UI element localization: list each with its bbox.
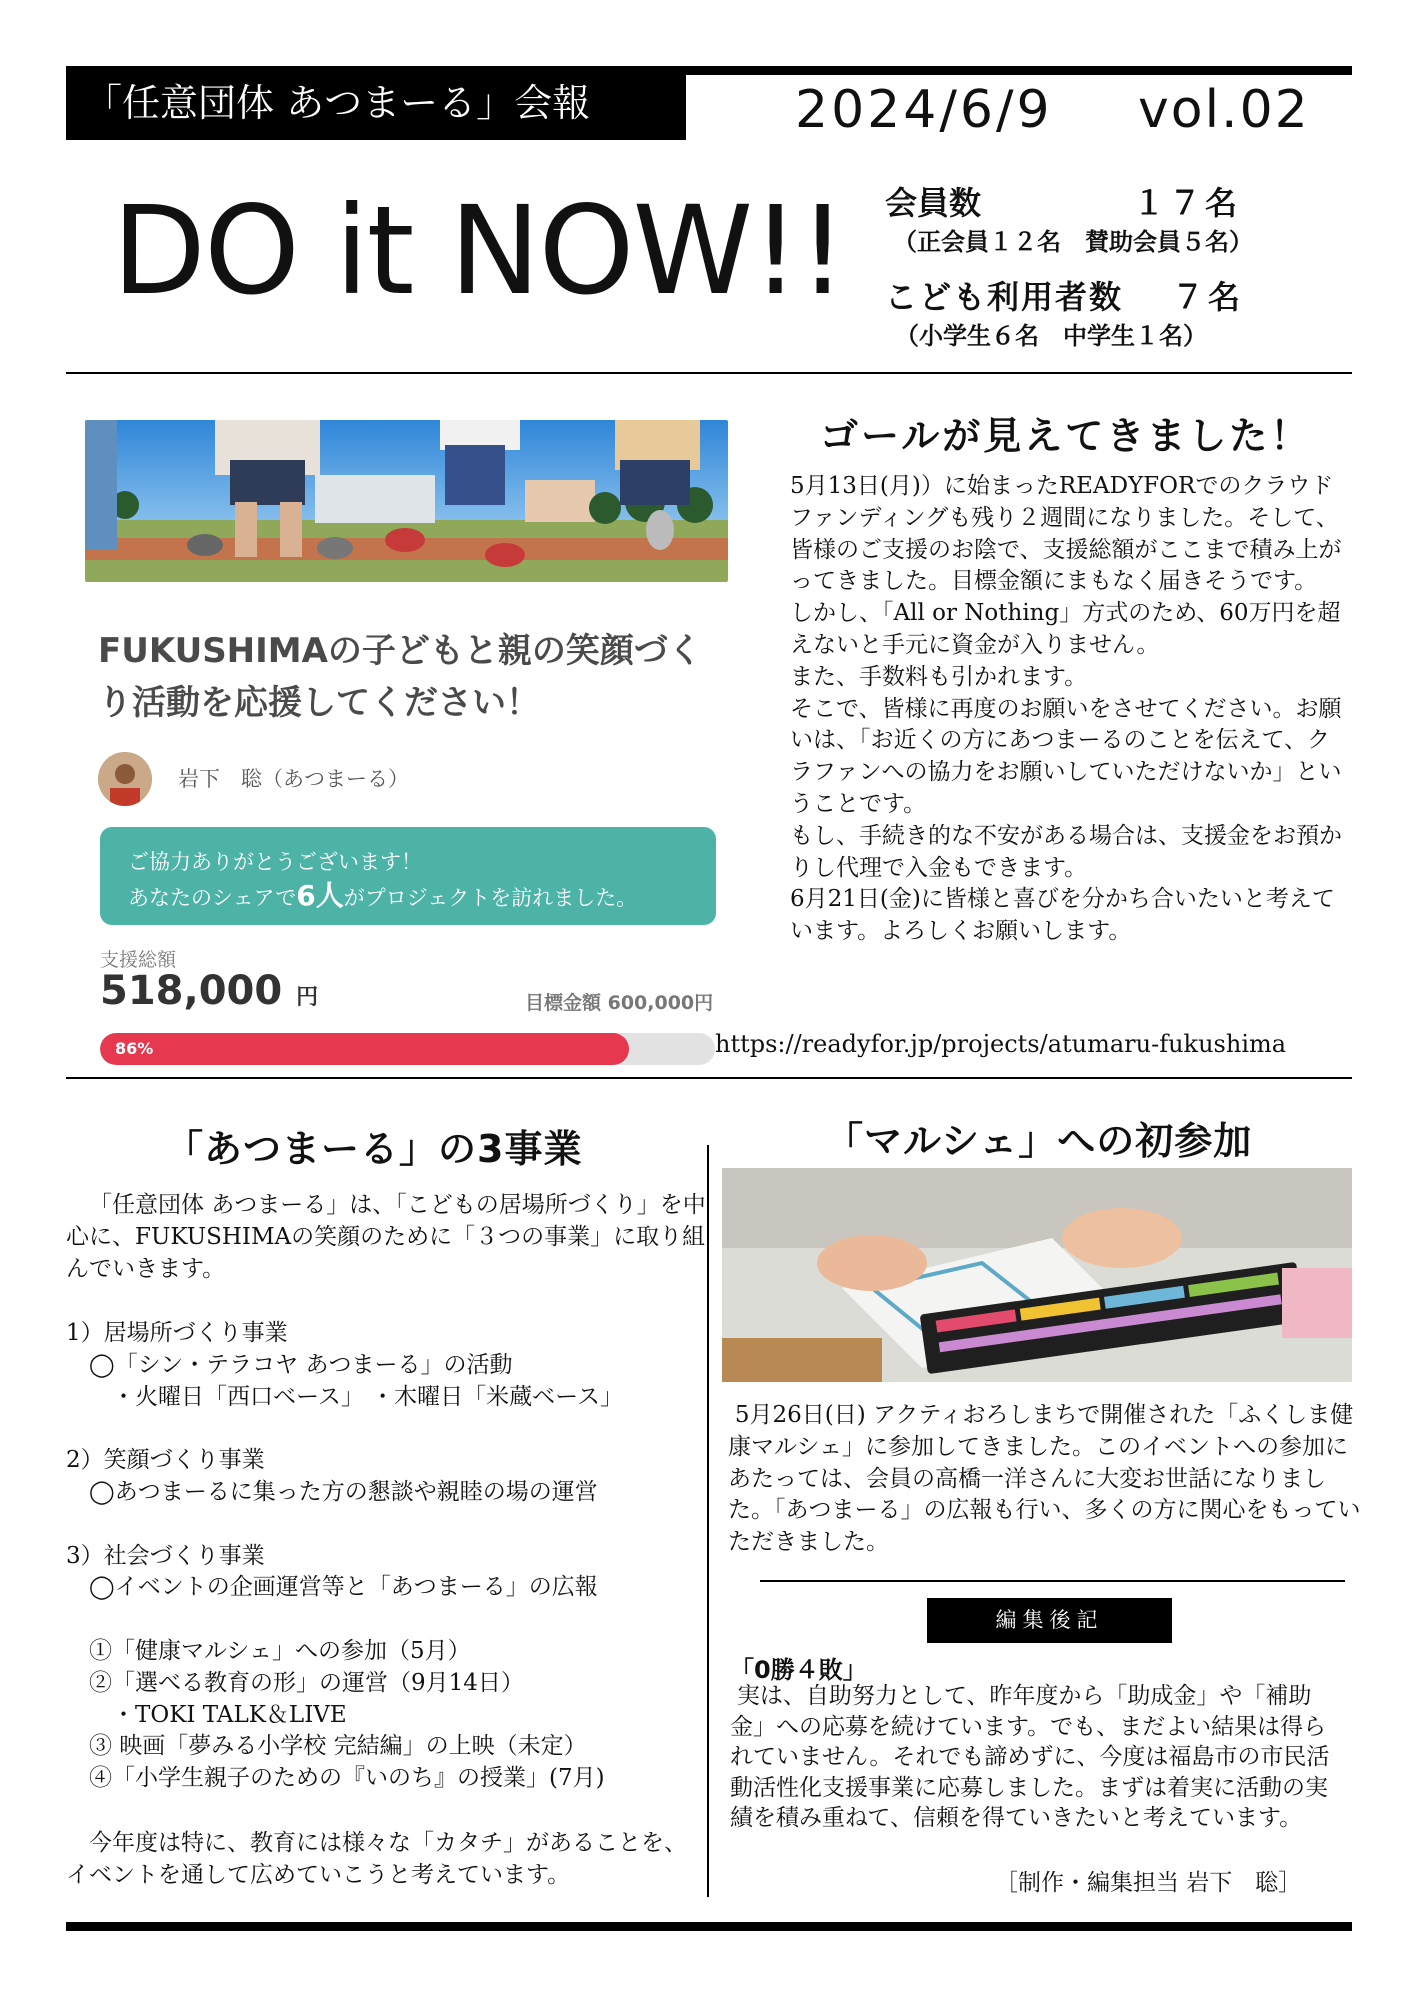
share-count: 6人 [296, 879, 344, 912]
editor-signature: ［制作・編集担当 岩下 聡］ [995, 1870, 1302, 1896]
column-divider [707, 1145, 709, 1897]
total-unit: 円 [296, 985, 319, 1010]
bottom-rule [66, 1922, 1352, 1931]
business-line [66, 1509, 706, 1541]
share-message: あなたのシェアで6人がプロジェクトを訪れました。 [128, 879, 638, 912]
issue-volume: vol.02 [1138, 80, 1310, 140]
business-line: 2）笑顔づくり事業 [66, 1447, 265, 1474]
business-line: ◯「シン・テラコヤ あつまーる」の活動 [66, 1351, 513, 1378]
children-label: こども利用者数 [885, 278, 1124, 316]
note-rule [760, 1580, 1345, 1582]
goal-article-body [790, 471, 1350, 948]
progress-bar [100, 1033, 715, 1065]
total-amount: 518,000 円 [100, 968, 319, 1014]
total-label: 支援総額 [100, 949, 177, 971]
masthead-title: DO it NOW!! [112, 180, 845, 322]
business-line [66, 1604, 706, 1636]
business-line: ◯イベントの企画運営等と「あつまーる」の広報 [66, 1574, 598, 1601]
marche-heading: 「マルシェ」への初参加 [825, 1119, 1253, 1163]
goal-paragraph: また、手数料も引かれます。 [790, 663, 1088, 690]
project-url-link[interactable]: https://readyfor.jp/projects/atumaru-fukushima [715, 1030, 1287, 1058]
goal-paragraph: 5月13日(月)）に始まったREADYFORでのクラウドファンディングも残り２週間になりました。そして、皆様のご支援のお陰で、支援総額がここまで積み上がってきました。目標金額にまもなく届きそうです。 [790, 473, 1342, 595]
progress-label: 86% [115, 1039, 154, 1058]
thanks-message: ご協力ありがとうございます！ [128, 850, 422, 874]
newsletter-banner: 「任意団体 あつまーる」会報 [66, 66, 686, 140]
middle-divider [66, 1077, 1352, 1079]
members-detail: （正会員１２名 賛助会員５名） [893, 228, 1253, 256]
business-line [66, 1413, 706, 1445]
business-line: ③ 映画「夢みる小学校 完結編」の上映（未定） [66, 1733, 587, 1760]
children-value: ７名 [1172, 278, 1245, 316]
business-line: 3）社会づくり事業 [66, 1542, 265, 1569]
marche-photo [722, 1168, 1352, 1382]
author-name: 岩下 聡（あつまーる） [178, 767, 409, 791]
editor-note-badge: 編集後記 [927, 1598, 1172, 1643]
goal-article-heading: ゴールが見えてきました！ [820, 414, 1312, 458]
members-label: 会員数 [885, 184, 982, 222]
business-line: ①「健康マルシェ」への参加（5月） [66, 1637, 471, 1664]
goal-paragraph: もし、手続き的な不安がある場合は、支援金をお預かりし代理で入金もできます。 [790, 822, 1342, 881]
editor-note-title: 「0勝４敗」 [730, 1656, 867, 1684]
editor-note-body: 実は、自助努力として、昨年度から「助成金」や「補助金」への応募を続けています。でも、まだよい結果は得られていません。それでも諦めずに、今度は福島市の市民活動活性化支援事業に応募しました。まずは着実に活動の実績を積み重ねて、信頼を得ていきたいと考えています。 [730, 1683, 1330, 1831]
goal-paragraph: そこで、皆様に再度のお願いをさせてください。お願いは、「お近くの方にあつまーるのことを伝えて、クラファンへの協力をお願いしていただけないか」ということです。 [790, 695, 1342, 817]
business-list [66, 1318, 706, 1795]
jumping-kids-photo [85, 420, 728, 582]
project-title: FUKUSHIMAの子どもと親の笑顔づくり活動を応援してください！ [98, 631, 702, 723]
business-outro: 今年度は特に、教育には様々な「カタチ」があることを、イベントを通して広めていこうと考えています。 [66, 1830, 687, 1888]
marche-body: 5月26日(日) アクティおろしまちで開催された「ふくしま健康マルシェ」に参加してきました。このイベントへの参加にあたっては、会員の高橋一洋さんに大変お世話になりました。「あつまーる」の広報も行い、多くの方に関心をもっていただきました。 [728, 1402, 1361, 1556]
business-line: ②「選べる教育の形」の運営（9月14日） [66, 1669, 524, 1696]
business-line: ・火曜日「西口ベース」 ・木曜日「米蔵ベース」 [66, 1383, 624, 1410]
business-intro: 「任意団体 あつまーる」は、「こどもの居場所づくり」を中心に、FUKUSHIMAの笑顔のために「３つの事業」に取り組んでいきます。 [66, 1192, 706, 1282]
goal-paragraph: しかし、「All or Nothing」方式のため、60万円を超えないと手元に資金が入りません。 [790, 600, 1341, 658]
header-divider [66, 372, 1352, 374]
business-line: ・TOKI TALK＆LIVE [66, 1701, 347, 1728]
progress-fill [100, 1033, 629, 1065]
author-avatar [98, 752, 152, 806]
members-value: １７名 [1133, 184, 1242, 222]
share-thanks-box [100, 827, 716, 925]
business-line: 1）居場所づくり事業 [66, 1320, 288, 1346]
business-line: ◯あつまーるに集った方の懇談や親睦の場の運営 [66, 1478, 598, 1505]
business-line: ④「小学生親子のための『いのち』の授業」(7月) [66, 1765, 605, 1792]
issue-date: 2024/6/9 [795, 80, 1053, 140]
goal-amount: 目標金額 600,000円 [525, 992, 714, 1014]
business-heading: 「あつまーる」の3事業 [165, 1127, 583, 1171]
children-detail: （小学生６名 中学生１名） [895, 322, 1207, 350]
goal-paragraph: 6月21日(金)に皆様と喜びを分かち合いたいと考えています。よろしくお願いします。 [790, 886, 1335, 945]
